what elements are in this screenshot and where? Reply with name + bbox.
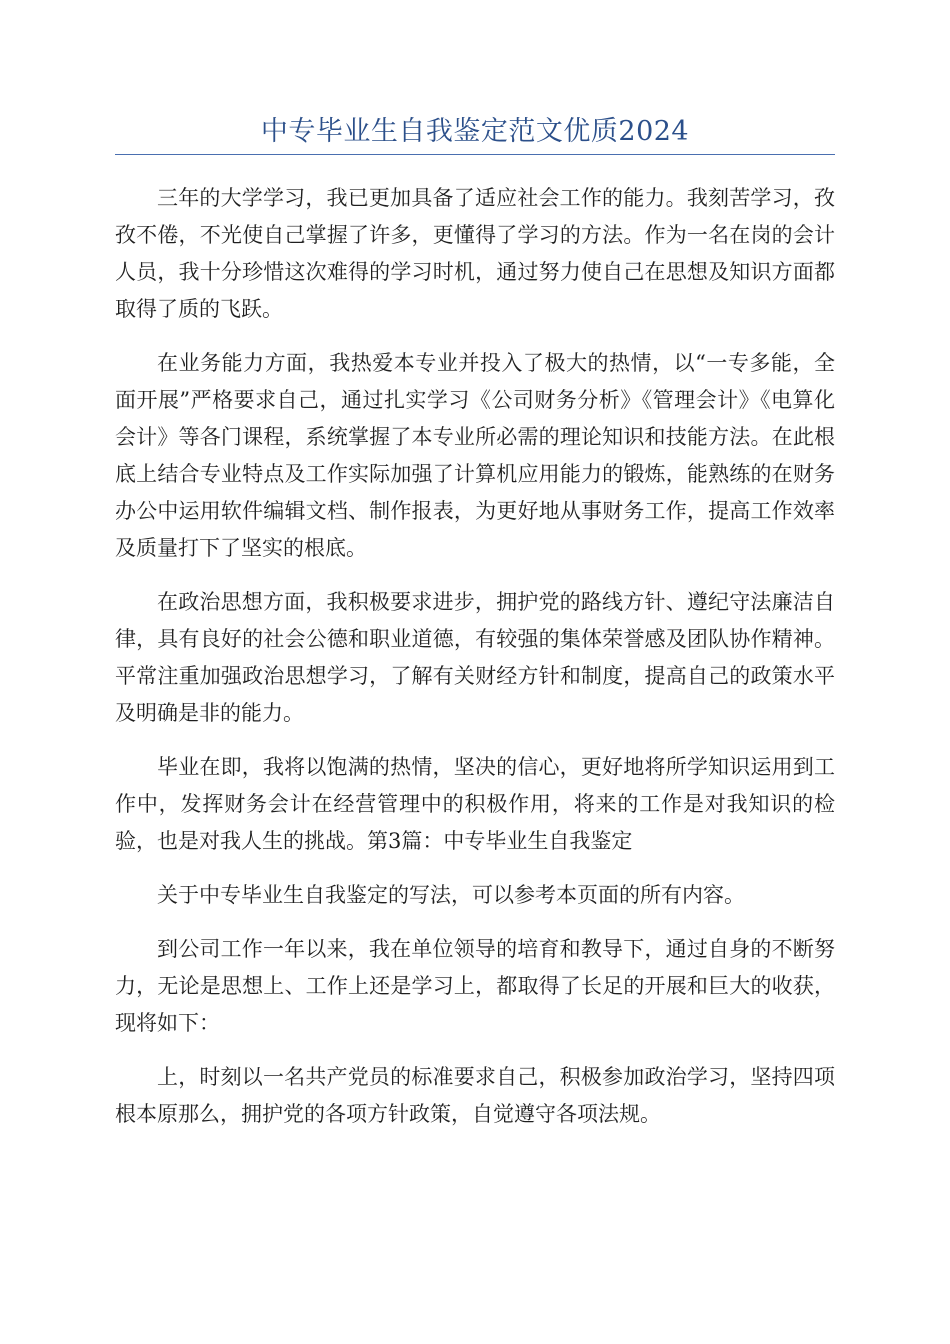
title-underline bbox=[115, 154, 835, 155]
paragraph-4: 毕业在即，我将以饱满的热情，坚决的信心，更好地将所学知识运用到工作中，发挥财务会计在经营管理中的积极作用，将来的工作是对我知识的检验，也是对我人生的挑战。第3篇：中专毕业生自我鉴定 bbox=[115, 755, 835, 853]
paragraph-7: 上，时刻以一名共产党员的标准要求自己，积极参加政治学习，坚持四项根本原那么，拥护党的各项方针政策，自觉遵守各项法规。 bbox=[115, 1065, 835, 1126]
paragraph-1: 三年的大学学习，我已更加具备了适应社会工作的能力。我刻苦学习，孜孜不倦，不光使自己掌握了许多，更懂得了学习的方法。作为一名在岗的会计人员，我十分珍惜这次难得的学习时机，通过努力使自己在思想及知识方面都取得了质的飞跃。 bbox=[115, 186, 835, 321]
paragraph-5: 关于中专毕业生自我鉴定的写法，可以参考本页面的所有内容。 bbox=[157, 883, 745, 907]
paragraph-3: 在政治思想方面，我积极要求进步，拥护党的路线方针、遵纪守法廉洁自律，具有良好的社会公德和职业道德，有较强的集体荣誉感及团队协作精神。平常注重加强政治思想学习，了解有关财经方针和制度，提高自己的政策水平及明确是非的能力。 bbox=[115, 590, 835, 725]
paragraph-6: 到公司工作一年以来，我在单位领导的培育和教导下，通过自身的不断努力，无论是思想上、工作上还是学习上，都取得了长足的开展和巨大的收获，现将如下： bbox=[115, 937, 835, 1035]
paragraph-2: 在业务能力方面，我热爱本专业并投入了极大的热情，以“一专多能，全面开展”严格要求自己，通过扎实学习《公司财务分析》《管理会计》《电算化会计》等各门课程，系统掌握了本专业所必需的理论知识和技能方法。在此根底上结合专业特点及工作实际加强了计算机应用能力的锻炼，能熟练的在财务办公中运用软件编辑文档、制作报表，为更好地从事财务工作，提高工作效率及质量打下了坚实的根底。 bbox=[115, 351, 835, 560]
document-title: 中专毕业生自我鉴定范文优质2024 bbox=[260, 116, 690, 147]
document-body bbox=[115, 180, 835, 1150]
